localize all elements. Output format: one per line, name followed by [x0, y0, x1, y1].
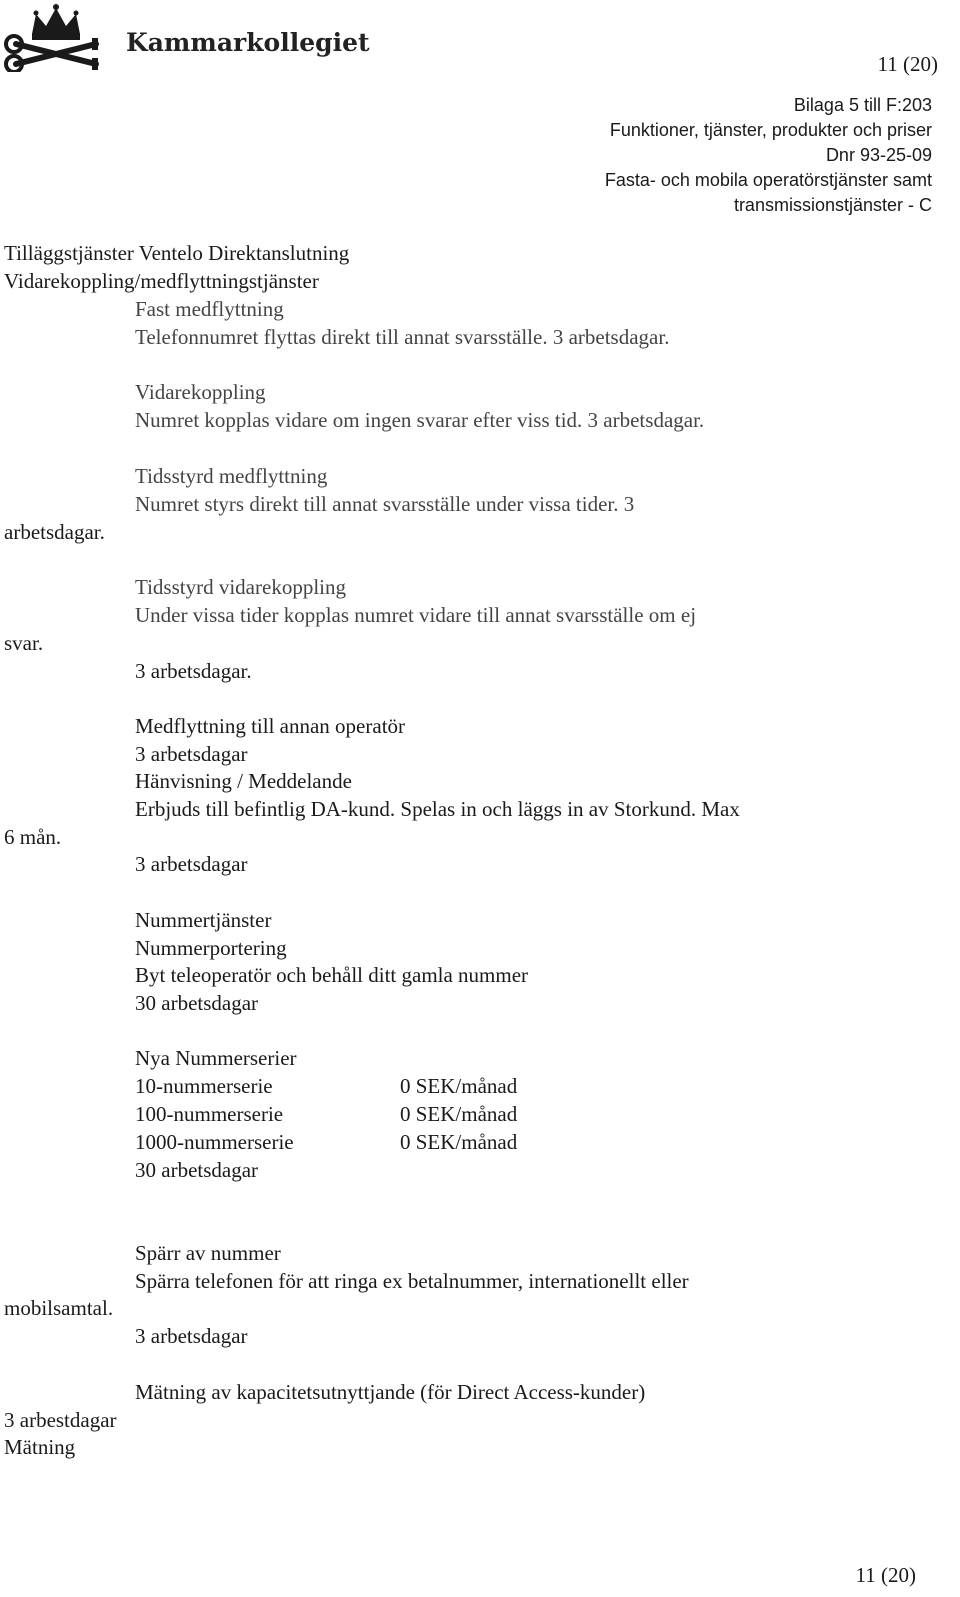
item-text: Numret styrs direkt till annat svarsställe under vissa tider. 3	[135, 492, 635, 516]
price-row-value: 0 SEK/månad	[400, 1102, 518, 1126]
item-title: Mätning av kapacitetsutnyttjande (för Direct Access-kunder)	[135, 1380, 646, 1404]
price-row-label: 10-nummerserie	[135, 1074, 273, 1098]
item-text: Spärra telefonen för att ringa ex betalnummer, internationellt eller	[135, 1269, 689, 1293]
page-number-top: 11 (20)	[877, 52, 938, 76]
item-text: 6 mån.	[4, 825, 62, 849]
item-text: svar.	[4, 631, 44, 655]
item-text: Telefonnumret flyttas direkt till annat svarsställe. 3 arbetsdagar.	[135, 325, 670, 349]
item-text: Byt teleoperatör och behåll ditt gamla nummer	[135, 963, 529, 987]
crown-keys-icon	[4, 4, 124, 72]
item-text: 30 arbetsdagar	[135, 991, 259, 1015]
item-title: Spärr av nummer	[135, 1241, 281, 1265]
item-title: Tidsstyrd medflyttning	[135, 464, 328, 488]
item-text: Under vissa tider kopplas numret vidare till annat svarsställe om ej	[135, 603, 697, 627]
item-title: Nummertjänster	[135, 908, 272, 932]
item-text: Mätning	[4, 1435, 76, 1459]
item-title: Tidsstyrd vidarekoppling	[135, 575, 346, 599]
item-title: Nummerportering	[135, 936, 287, 960]
item-text: Erbjuds till befintlig DA-kund. Spelas in och läggs in av Storkund. Max	[135, 797, 740, 821]
item-text: 3 arbetsdagar.	[135, 659, 252, 683]
price-row-label: 100-nummerserie	[135, 1102, 284, 1126]
brand-name: Kammarkollegiet	[126, 28, 370, 57]
meta-line-3: Dnr 93-25-09	[825, 145, 932, 165]
subsection-heading: Vidarekoppling/medflyttningstjänster	[4, 269, 319, 293]
item-title: Vidarekoppling	[135, 380, 266, 404]
item-title: Fast medflyttning	[135, 297, 284, 321]
item-text: 3 arbetsdagar	[135, 742, 248, 766]
item-title: Hänvisning / Meddelande	[135, 769, 352, 793]
price-row-value: 0 SEK/månad	[400, 1074, 518, 1098]
meta-line-5: transmissionstjänster - C	[733, 195, 932, 215]
item-text: 30 arbetsdagar	[135, 1158, 259, 1182]
item-text: arbetsdagar.	[4, 520, 105, 544]
meta-line-2: Funktioner, tjänster, produkter och priser	[609, 120, 932, 140]
item-text: mobilsamtal.	[4, 1296, 114, 1320]
item-text: 3 arbetsdagar	[135, 852, 248, 876]
kammarkollegiet-logo	[4, 4, 370, 72]
meta-line-4: Fasta- och mobila operatörstjänster samt	[604, 170, 932, 190]
item-title: Nya Nummerserier	[135, 1046, 297, 1070]
item-text: 3 arbetsdagar	[135, 1324, 248, 1348]
meta-line-1: Bilaga 5 till F:203	[793, 95, 932, 115]
item-title: Medflyttning till annan operatör	[135, 714, 406, 738]
price-row-value: 0 SEK/månad	[400, 1130, 518, 1154]
page-number-bottom: 11 (20)	[855, 1563, 916, 1587]
section-heading: Tilläggstjänster Ventelo Direktanslutning	[4, 241, 350, 265]
price-row-label: 1000-nummerserie	[135, 1130, 294, 1154]
item-text: 3 arbestdagar	[4, 1408, 117, 1432]
item-text: Numret kopplas vidare om ingen svarar efter viss tid. 3 arbetsdagar.	[135, 408, 705, 432]
